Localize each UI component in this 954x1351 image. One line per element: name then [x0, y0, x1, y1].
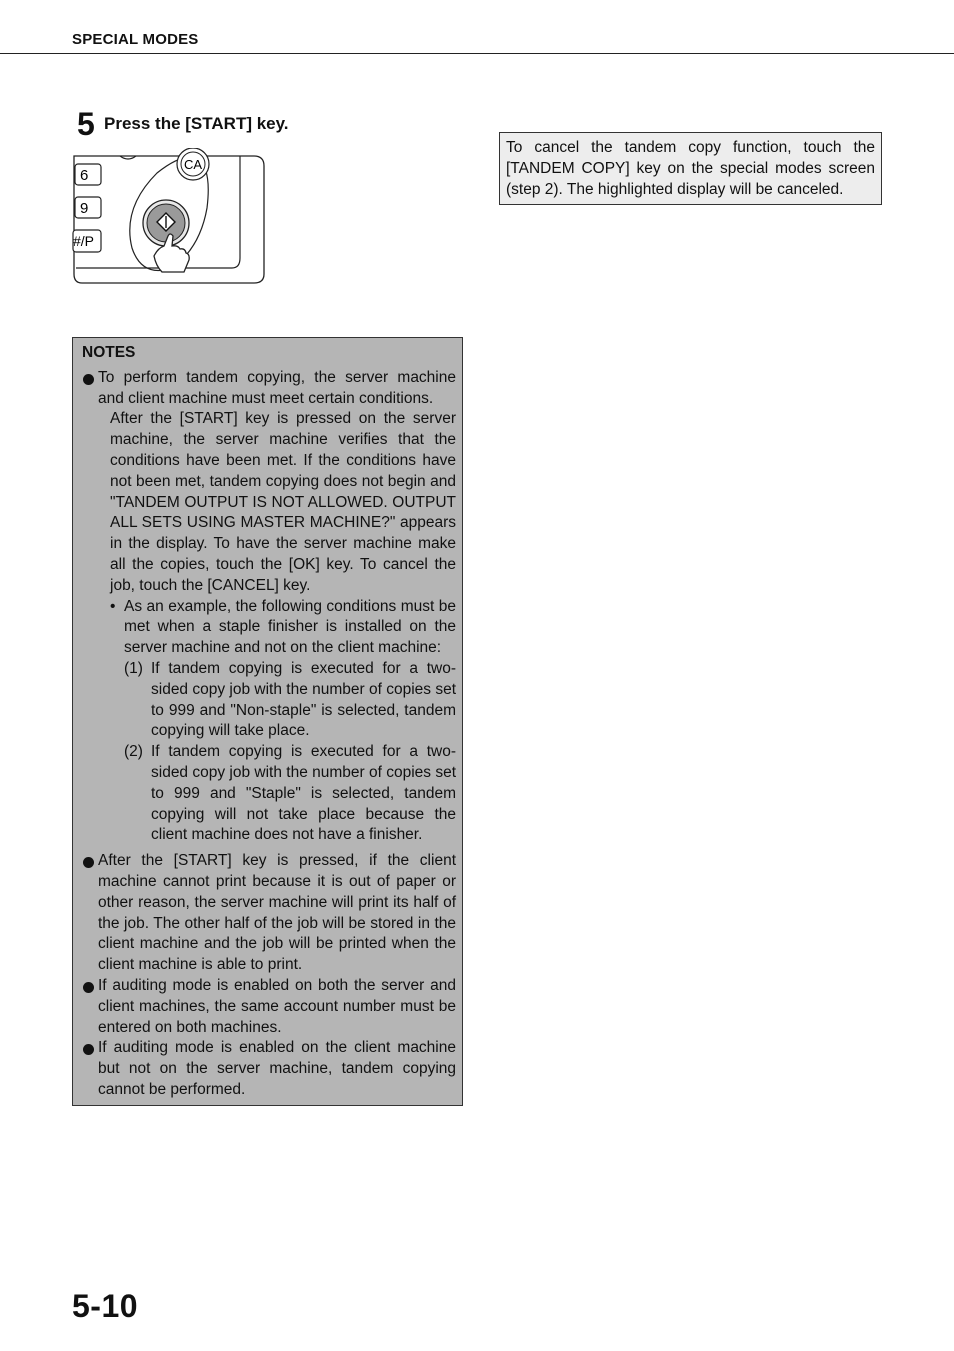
numbered-item-text: If tandem copying is executed for a two-sided copy job with the number of copies set to 999 and "Staple" is selected, tandem copying will not take place because the client machine does not have a finisher. [151, 743, 457, 844]
page-number: 5-10 [72, 1288, 139, 1324]
note-bullet [82, 976, 456, 1038]
step-instruction: Press the [START] key. [104, 114, 289, 133]
header-rule [0, 53, 954, 54]
sub-bullet-icon: • [110, 597, 116, 615]
note-bullet [82, 851, 456, 976]
note-text: If auditing mode is enabled on the client machine but not on the server machine, tandem copying cannot be performed. [98, 1039, 456, 1098]
control-panel-drawing [72, 148, 268, 288]
svg-text:9: 9 [80, 200, 89, 217]
key-9 [75, 197, 101, 218]
note-subitem-text: As an example, the following conditions must be met when a staple finisher is installed on the server machine and not on the client machine: [124, 597, 456, 657]
note-text: After the [START] key is pressed, if the client machine cannot print because it is out of paper or other reason, the server machine will print its half of the job. The other half of the job will be stored in the client machine and the job will be printed when the client machine is able to print. [98, 852, 456, 974]
notes-box [72, 337, 463, 1106]
bullet-dot-icon [83, 1044, 94, 1055]
svg-text:#/P: #/P [73, 233, 95, 249]
start-key [143, 200, 189, 246]
svg-text:6: 6 [80, 167, 89, 184]
note-detail: After the [START] key is pressed on the server machine, the server machine verifies that the conditions have been met. If the conditions have not been met, tandem copying does not begin and "TANDEM OUTPUT IS NOT ALLOWED. OUTPUT ALL SETS USING MASTER MACHINE?" appears in the display. To have the server machine make all the copies, touch the [OK] key. To cancel the job, touch the [CANCEL] key. [110, 410, 456, 594]
ca-key [177, 148, 209, 180]
note-text: To perform tandem copying, the server machine and client machine must meet certain conditions. [98, 368, 456, 407]
numbered-item-label: (2) [124, 743, 143, 761]
numbered-item-label: (1) [124, 659, 143, 677]
header-title: SPECIAL MODES [72, 31, 199, 48]
note-bullet [82, 368, 456, 846]
note-subitem [98, 597, 456, 659]
step-number: 5 [77, 106, 95, 142]
bullet-dot-icon [83, 374, 94, 385]
bullet-dot-icon [83, 982, 94, 993]
note-numbered-item [98, 742, 456, 846]
note-bullet [82, 1038, 456, 1100]
bullet-dot-icon [83, 857, 94, 868]
numbered-item-text: If tandem copying is executed for a two-sided copy job with the number of copies set to 999 and "Non-staple" is selected, tandem copying will take place. [151, 659, 457, 740]
note-text: If auditing mode is enabled on both the server and client machines, the same account number must be entered on both machines. [98, 976, 456, 1036]
tip-box [499, 132, 882, 205]
note-numbered-item [98, 659, 456, 742]
svg-text:CA: CA [184, 157, 203, 172]
start-key-illustration [72, 148, 268, 288]
key-6 [75, 164, 101, 185]
key-hash-p [73, 230, 101, 252]
tip-text: To cancel the tandem copy function, touch the [TANDEM COPY] key on the special modes screen (step 2). The highlighted display will be canceled. [506, 139, 875, 198]
notes-title: NOTES [82, 344, 136, 361]
